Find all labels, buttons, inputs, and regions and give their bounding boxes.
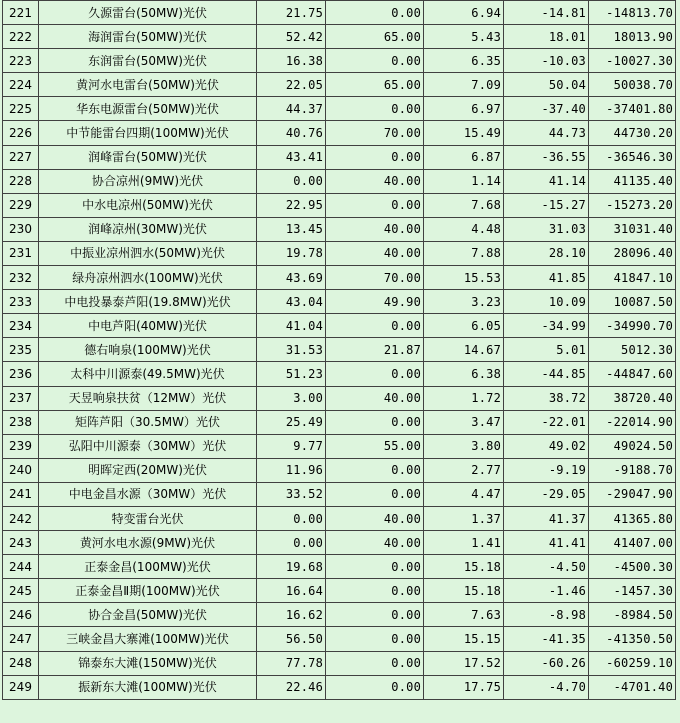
station-name-cell[interactable]: 中电芦阳(40MW)光伏 [39,314,257,338]
station-name-cell[interactable]: 明晖定西(20MW)光伏 [39,458,257,482]
value-a-cell[interactable]: 33.52 [257,482,326,506]
row-number-cell[interactable]: 243 [3,531,39,555]
value-b-cell[interactable]: 40.00 [326,217,424,241]
table-row [3,627,676,651]
value-e-cell[interactable]: -4701.40 [589,675,676,699]
value-a-cell[interactable]: 3.00 [257,386,326,410]
value-e-cell[interactable]: 41135.40 [589,169,676,193]
value-d-cell[interactable]: -9.19 [504,458,589,482]
value-a-cell[interactable]: 16.38 [257,49,326,73]
value-b-cell[interactable]: 70.00 [326,266,424,290]
table-row [3,555,676,579]
row-number-cell[interactable]: 246 [3,603,39,627]
value-e-cell[interactable]: -15273.20 [589,193,676,217]
table-row [3,145,676,169]
value-c-cell[interactable]: 6.87 [424,145,504,169]
station-name-cell[interactable]: 中电金昌水源（30MW）光伏 [39,482,257,506]
value-b-cell[interactable]: 0.00 [326,627,424,651]
row-number-cell[interactable]: 241 [3,482,39,506]
value-d-cell[interactable]: -8.98 [504,603,589,627]
value-b-cell[interactable]: 40.00 [326,531,424,555]
row-number-cell[interactable]: 228 [3,169,39,193]
row-number-cell[interactable]: 224 [3,73,39,97]
value-d-cell[interactable]: -37.40 [504,97,589,121]
value-a-cell[interactable]: 0.00 [257,169,326,193]
table-row [3,49,676,73]
row-number-cell[interactable]: 247 [3,627,39,651]
table-row [3,410,676,434]
value-b-cell[interactable]: 0.00 [326,482,424,506]
table-row [3,434,676,458]
value-c-cell[interactable]: 7.88 [424,241,504,265]
row-number-cell[interactable]: 236 [3,362,39,386]
value-d-cell[interactable]: -29.05 [504,482,589,506]
station-name-cell[interactable]: 协合凉州(9MW)光伏 [39,169,257,193]
station-name-cell[interactable]: 海润雷台(50MW)光伏 [39,25,257,49]
value-a-cell[interactable]: 0.00 [257,531,326,555]
table-row [3,314,676,338]
row-number-cell[interactable]: 240 [3,458,39,482]
value-c-cell[interactable]: 1.72 [424,386,504,410]
value-a-cell[interactable]: 0.00 [257,506,326,530]
row-number-cell[interactable]: 245 [3,579,39,603]
value-c-cell[interactable]: 3.47 [424,410,504,434]
value-c-cell[interactable]: 15.18 [424,555,504,579]
value-d-cell[interactable]: -10.03 [504,49,589,73]
value-a-cell[interactable]: 52.42 [257,25,326,49]
row-number-cell[interactable]: 239 [3,434,39,458]
table-row [3,531,676,555]
station-name-cell[interactable]: 黄河水电雷台(50MW)光伏 [39,73,257,97]
station-name-cell[interactable]: 黄河水电水源(9MW)光伏 [39,531,257,555]
value-a-cell[interactable]: 41.04 [257,314,326,338]
value-b-cell[interactable]: 70.00 [326,121,424,145]
row-number-cell[interactable]: 233 [3,290,39,314]
value-d-cell[interactable]: 5.01 [504,338,589,362]
value-b-cell[interactable]: 0.00 [326,49,424,73]
value-d-cell[interactable]: 41.14 [504,169,589,193]
station-name-cell[interactable]: 弘阳中川源泰（30MW）光伏 [39,434,257,458]
value-c-cell[interactable]: 5.43 [424,25,504,49]
station-name-cell[interactable]: 特变雷台光伏 [39,506,257,530]
station-name-cell[interactable]: 德右响泉(100MW)光伏 [39,338,257,362]
value-b-cell[interactable]: 0.00 [326,97,424,121]
value-e-cell[interactable]: 49024.50 [589,434,676,458]
value-b-cell[interactable]: 0.00 [326,651,424,675]
value-e-cell[interactable]: -4500.30 [589,555,676,579]
value-e-cell[interactable]: -36546.30 [589,145,676,169]
row-number-cell[interactable]: 238 [3,410,39,434]
value-d-cell[interactable]: 38.72 [504,386,589,410]
station-name-cell[interactable]: 中电投暴泰芦阳(19.8MW)光伏 [39,290,257,314]
value-c-cell[interactable]: 3.23 [424,290,504,314]
value-b-cell[interactable]: 40.00 [326,169,424,193]
row-number-cell[interactable]: 222 [3,25,39,49]
value-d-cell[interactable]: -36.55 [504,145,589,169]
value-d-cell[interactable]: 50.04 [504,73,589,97]
value-b-cell[interactable]: 0.00 [326,555,424,579]
table-row [3,362,676,386]
value-d-cell[interactable]: 41.37 [504,506,589,530]
value-a-cell[interactable]: 9.77 [257,434,326,458]
value-c-cell[interactable]: 6.38 [424,362,504,386]
station-name-cell[interactable]: 中节能雷台四期(100MW)光伏 [39,121,257,145]
value-b-cell[interactable]: 0.00 [326,1,424,25]
value-e-cell[interactable]: 18013.90 [589,25,676,49]
row-number-cell[interactable]: 225 [3,97,39,121]
value-e-cell[interactable]: -37401.80 [589,97,676,121]
table-row [3,25,676,49]
table-row [3,1,676,25]
value-a-cell[interactable]: 19.78 [257,241,326,265]
value-c-cell[interactable]: 1.37 [424,506,504,530]
row-number-cell[interactable]: 242 [3,506,39,530]
value-d-cell[interactable]: -41.35 [504,627,589,651]
value-e-cell[interactable]: 38720.40 [589,386,676,410]
value-b-cell[interactable]: 0.00 [326,362,424,386]
row-number-cell[interactable]: 232 [3,266,39,290]
value-e-cell[interactable]: 28096.40 [589,241,676,265]
station-name-cell[interactable]: 锦泰东大滩(150MW)光伏 [39,651,257,675]
value-d-cell[interactable]: -15.27 [504,193,589,217]
value-d-cell[interactable]: -4.70 [504,675,589,699]
value-e-cell[interactable]: -1457.30 [589,579,676,603]
value-e-cell[interactable]: -22014.90 [589,410,676,434]
table-row [3,217,676,241]
value-d-cell[interactable]: 10.09 [504,290,589,314]
row-number-cell[interactable]: 229 [3,193,39,217]
value-b-cell[interactable]: 0.00 [326,603,424,627]
row-number-cell[interactable]: 244 [3,555,39,579]
value-a-cell[interactable]: 44.37 [257,97,326,121]
row-number-cell[interactable]: 230 [3,217,39,241]
value-a-cell[interactable]: 25.49 [257,410,326,434]
value-a-cell[interactable]: 21.75 [257,1,326,25]
value-d-cell[interactable]: 31.03 [504,217,589,241]
value-b-cell[interactable]: 21.87 [326,338,424,362]
table-row [3,73,676,97]
value-c-cell[interactable]: 1.41 [424,531,504,555]
value-a-cell[interactable]: 40.76 [257,121,326,145]
value-e-cell[interactable]: -60259.10 [589,651,676,675]
value-d-cell[interactable]: 28.10 [504,241,589,265]
value-c-cell[interactable]: 7.09 [424,73,504,97]
value-e-cell[interactable]: -44847.60 [589,362,676,386]
value-c-cell[interactable]: 6.97 [424,97,504,121]
value-b-cell[interactable]: 0.00 [326,579,424,603]
value-a-cell[interactable]: 13.45 [257,217,326,241]
value-c-cell[interactable]: 15.18 [424,579,504,603]
value-e-cell[interactable]: 41407.00 [589,531,676,555]
value-d-cell[interactable]: 41.85 [504,266,589,290]
value-e-cell[interactable]: 31031.40 [589,217,676,241]
table-row [3,675,676,699]
table-row [3,121,676,145]
table-row [3,97,676,121]
table-row [3,193,676,217]
table-row [3,458,676,482]
station-name-cell[interactable]: 三峡金昌大寨滩(100MW)光伏 [39,627,257,651]
value-b-cell[interactable]: 40.00 [326,506,424,530]
row-number-cell[interactable]: 221 [3,1,39,25]
value-c-cell[interactable]: 1.14 [424,169,504,193]
station-name-cell[interactable]: 正泰金昌Ⅱ期(100MW)光伏 [39,579,257,603]
station-name-cell[interactable]: 正泰金昌(100MW)光伏 [39,555,257,579]
station-name-cell[interactable]: 东润雷台(50MW)光伏 [39,49,257,73]
table-row [3,386,676,410]
value-e-cell[interactable]: -41350.50 [589,627,676,651]
table-row [3,169,676,193]
value-b-cell[interactable]: 0.00 [326,458,424,482]
value-c-cell[interactable]: 17.75 [424,675,504,699]
value-e-cell[interactable]: 41847.10 [589,266,676,290]
value-d-cell[interactable]: -4.50 [504,555,589,579]
table-row [3,241,676,265]
row-number-cell[interactable]: 248 [3,651,39,675]
value-c-cell[interactable]: 7.68 [424,193,504,217]
station-name-cell[interactable]: 矩阵芦阳（30.5MW）光伏 [39,410,257,434]
value-b-cell[interactable]: 0.00 [326,145,424,169]
value-d-cell[interactable]: -1.46 [504,579,589,603]
value-a-cell[interactable]: 16.64 [257,579,326,603]
value-c-cell[interactable]: 4.48 [424,217,504,241]
station-name-cell[interactable]: 太科中川源泰(49.5MW)光伏 [39,362,257,386]
value-a-cell[interactable]: 31.53 [257,338,326,362]
value-b-cell[interactable]: 40.00 [326,386,424,410]
value-c-cell[interactable]: 15.53 [424,266,504,290]
value-d-cell[interactable]: 41.41 [504,531,589,555]
value-e-cell[interactable]: -29047.90 [589,482,676,506]
value-d-cell[interactable]: -14.81 [504,1,589,25]
table-row [3,603,676,627]
station-name-cell[interactable]: 中水电凉州(50MW)光伏 [39,193,257,217]
station-name-cell[interactable]: 天昱响泉扶贫（12MW）光伏 [39,386,257,410]
value-d-cell[interactable]: -34.99 [504,314,589,338]
value-a-cell[interactable]: 56.50 [257,627,326,651]
row-number-cell[interactable]: 237 [3,386,39,410]
value-b-cell[interactable]: 0.00 [326,410,424,434]
value-a-cell[interactable]: 22.95 [257,193,326,217]
value-e-cell[interactable]: 10087.50 [589,290,676,314]
value-c-cell[interactable]: 4.47 [424,482,504,506]
value-a-cell[interactable]: 11.96 [257,458,326,482]
station-name-cell[interactable]: 协合金昌(50MW)光伏 [39,603,257,627]
value-e-cell[interactable]: -9188.70 [589,458,676,482]
station-name-cell[interactable]: 润峰凉州(30MW)光伏 [39,217,257,241]
table-row [3,338,676,362]
value-a-cell[interactable]: 19.68 [257,555,326,579]
value-d-cell[interactable]: 44.73 [504,121,589,145]
value-e-cell[interactable]: 41365.80 [589,506,676,530]
value-b-cell[interactable]: 65.00 [326,73,424,97]
value-b-cell[interactable]: 40.00 [326,241,424,265]
row-number-cell[interactable]: 249 [3,675,39,699]
value-d-cell[interactable]: 18.01 [504,25,589,49]
value-d-cell[interactable]: -22.01 [504,410,589,434]
value-e-cell[interactable]: 5012.30 [589,338,676,362]
value-b-cell[interactable]: 0.00 [326,193,424,217]
value-c-cell[interactable]: 6.05 [424,314,504,338]
value-a-cell[interactable]: 22.05 [257,73,326,97]
data-table [2,0,676,700]
value-c-cell[interactable]: 2.77 [424,458,504,482]
value-a-cell[interactable]: 43.69 [257,266,326,290]
row-number-cell[interactable]: 227 [3,145,39,169]
value-c-cell[interactable]: 14.67 [424,338,504,362]
row-number-cell[interactable]: 235 [3,338,39,362]
value-c-cell[interactable]: 7.63 [424,603,504,627]
table-row [3,266,676,290]
value-e-cell[interactable]: -34990.70 [589,314,676,338]
value-c-cell[interactable]: 15.15 [424,627,504,651]
station-name-cell[interactable]: 振新东大滩(100MW)光伏 [39,675,257,699]
row-number-cell[interactable]: 234 [3,314,39,338]
value-c-cell[interactable]: 15.49 [424,121,504,145]
value-b-cell[interactable]: 65.00 [326,25,424,49]
value-a-cell[interactable]: 43.04 [257,290,326,314]
value-c-cell[interactable]: 6.94 [424,1,504,25]
value-e-cell[interactable]: -8984.50 [589,603,676,627]
station-name-cell[interactable]: 绿舟凉州泗水(100MW)光伏 [39,266,257,290]
value-e-cell[interactable]: -10027.30 [589,49,676,73]
table-row [3,290,676,314]
table-row [3,506,676,530]
value-a-cell[interactable]: 43.41 [257,145,326,169]
value-e-cell[interactable]: -14813.70 [589,1,676,25]
value-a-cell[interactable]: 22.46 [257,675,326,699]
value-b-cell[interactable]: 49.90 [326,290,424,314]
station-name-cell[interactable]: 润峰雷台(50MW)光伏 [39,145,257,169]
value-d-cell[interactable]: -44.85 [504,362,589,386]
value-d-cell[interactable]: -60.26 [504,651,589,675]
value-b-cell[interactable]: 0.00 [326,314,424,338]
row-number-cell[interactable]: 223 [3,49,39,73]
station-name-cell[interactable]: 华东电源雷台(50MW)光伏 [39,97,257,121]
table-row [3,482,676,506]
value-e-cell[interactable]: 50038.70 [589,73,676,97]
station-name-cell[interactable]: 中振业凉州泗水(50MW)光伏 [39,241,257,265]
value-d-cell[interactable]: 49.02 [504,434,589,458]
value-b-cell[interactable]: 0.00 [326,675,424,699]
value-a-cell[interactable]: 16.62 [257,603,326,627]
station-name-cell[interactable]: 久源雷台(50MW)光伏 [39,1,257,25]
value-e-cell[interactable]: 44730.20 [589,121,676,145]
row-number-cell[interactable]: 226 [3,121,39,145]
value-c-cell[interactable]: 17.52 [424,651,504,675]
value-a-cell[interactable]: 77.78 [257,651,326,675]
table-body [3,1,676,700]
value-a-cell[interactable]: 51.23 [257,362,326,386]
value-c-cell[interactable]: 3.80 [424,434,504,458]
value-c-cell[interactable]: 6.35 [424,49,504,73]
value-b-cell[interactable]: 55.00 [326,434,424,458]
table-row [3,579,676,603]
row-number-cell[interactable]: 231 [3,241,39,265]
table-row [3,651,676,675]
